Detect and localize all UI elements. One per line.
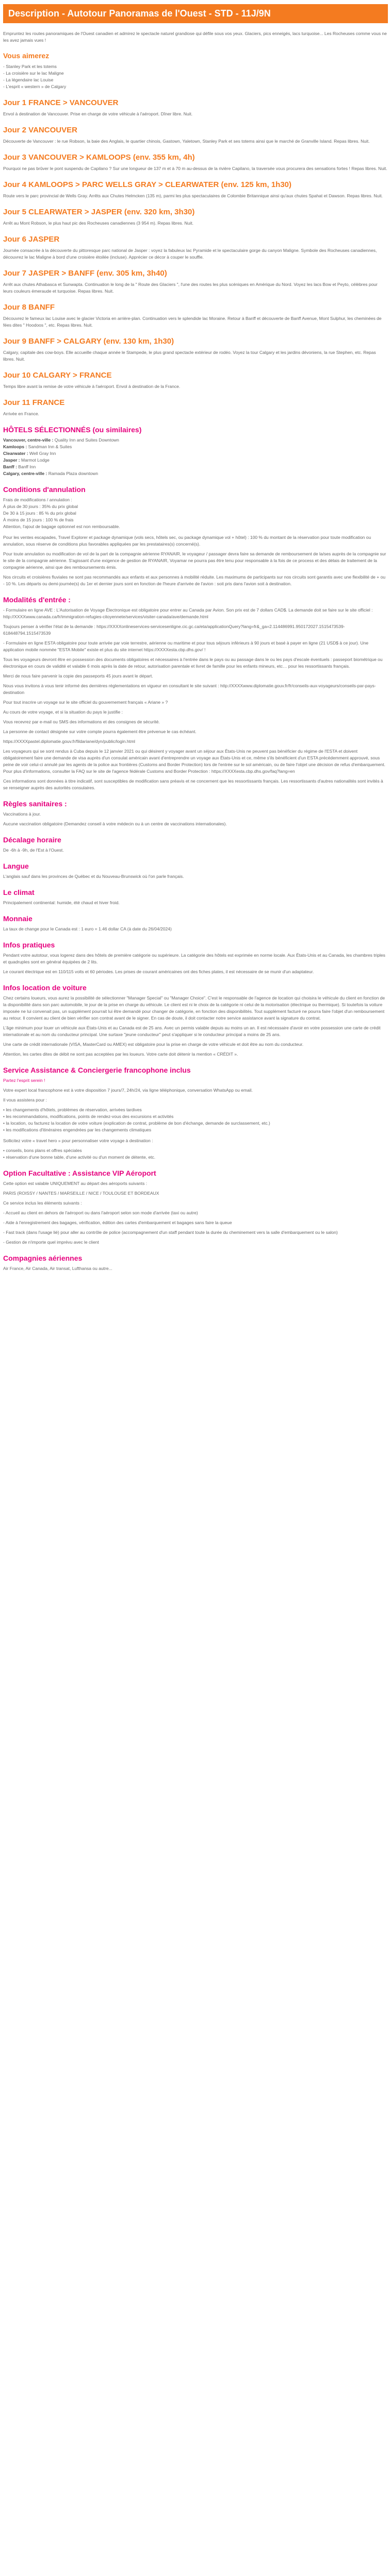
conditions-paragraph: Nos circuits et croisières fluviales ne sont pas recommandés aux enfants et aux personnes à mobilité réduite. Les maximums de participants sur nos circuits sont garantis avec une flexibilité de + ou - 10 %. Les départs ou demi-journée(s) du 1er et dernier jours sont en fonction de l'heure d'arrivée de l'avion : soit pris dans l'avion soit à destination.: [3, 574, 386, 586]
sanitaires-line: Aucune vaccination obligatoire (Demandez conseil à votre médecin ou à un centre de vaccinations internationales).: [3, 821, 227, 826]
entree-paragraph: La personne de contact désignée sur votre compte pourra également être prévenue le cas échéant.: [3, 729, 197, 734]
entree-paragraph: Ces informations sont données à titre indicatif, sont susceptibles de modification sans préavis et ne concernent que les ressortissants français. Les ressortissants d'autres nationalités sont invités à se renseigner auprès des autorités consulaires.: [3, 778, 383, 790]
conciergerie-subheading: Partez l'esprit serein !: [3, 1078, 45, 1083]
hotel-city: Banff :: [3, 464, 17, 469]
location-heading: Infos location de voiture: [3, 984, 87, 992]
decalage-heading: Décalage horaire: [3, 836, 61, 844]
day-5: [3, 208, 388, 227]
day-heading: Jour 6 JASPER: [3, 235, 60, 244]
location-paragraph: Attention, les cartes dites de débit ne sont pas acceptées par les loueurs. Votre carte doit détenir la mention « CRÉDIT ».: [3, 1052, 238, 1057]
entree-paragraph: Nous vous invitons à vous tenir informé des dernières réglementations en vigueur en consultant le site suivant : http://XXXXwww.diplomatie.gouv.fr/fr/conseils-aux-voyageurs/conseils-par-pays-destination: [3, 683, 376, 695]
day-text: Arrêt au Mont Robson, le plus haut pic des Rocheuses canadiennes (3 954 m). Repas libres. Nuit.: [3, 221, 194, 226]
conciergerie-bullets-2: [3, 1147, 388, 1161]
day-heading: Jour 2 VANCOUVER: [3, 126, 77, 134]
day-heading: Jour 3 VANCOUVER > KAMLOOPS (env. 355 km, 4h): [3, 153, 195, 162]
compagnies-heading: Compagnies aériennes: [3, 1254, 83, 1262]
entree-paragraph: Merci de nous faire parvenir la copie des passeports 45 jours avant le départ.: [3, 673, 153, 679]
list-item: - Stanley Park et les totems: [3, 64, 57, 69]
day-2: [3, 126, 388, 145]
list-item: - La croisière sur le lac Maligne: [3, 71, 64, 76]
day-text: Pourquoi ne pas brûver le pont suspendu de Capilano ? Sur une longueur de 137 m et à 70 m au-dessus de la rivière Capilano, la traversée vous procurera des sensations fortes ! Repas libres. Nuit.: [3, 166, 387, 171]
conditions-list: [3, 497, 388, 530]
day-11: [3, 398, 388, 417]
location-paragraph: Chez certains loueurs, vous aurez la possibilité de sélectionner "Manager Special" ou "Manager Choice". C'est le responsable de l'agence de location qui choisira le véhicule du client en fonction de la disponibilité dans son parc automobile, le jour de la prise en charge du véhicule. Le client est ni le choix de la catégorie ni celui de la motorisation (électrique ou thermique). Si toutefois la voiture imposée ne lui convenait pas, un supplément pourrait lui être demandé pour changer de catégorie, en fonction des disponibilités. Tout supplément facturé ne pourra faire l'objet d'un remboursement au retour. Il convient au client de bien vérifier son contrat avant de le signer. En cas de doute, il doit contacter notre service assistance avant la signature du contrat.: [3, 995, 385, 1021]
decalage-text: De -6h à -9h, de l'Est à l'Ouest.: [3, 848, 64, 853]
day-heading: Jour 5 CLEARWATER > JASPER (env. 320 km, 3h30): [3, 208, 195, 216]
compagnies-text: Air France, Air Canada, Air transat, Lufthansa ou autre...: [3, 1266, 112, 1271]
list-item: Frais de modifications / annulation :: [3, 497, 72, 502]
day-text: Envol à destination de Vancouver. Prise en charge de votre véhicule à l'aéroport. Dîner libre. Nuit.: [3, 111, 193, 116]
day-text: Journée consacrée à la découverte du pittoresque parc national de Jasper : voyez la fabuleux lac Pyramide et le spectaculaire gorge du canyon Maligne. Symbole des Rocheuses canadiennes, découvrez le lac Maligne à bord d'une croisière étoilée (incluse). Apprécier ce décor à couper le souffle.: [3, 248, 377, 260]
hotel-name: Banff Inn: [18, 464, 36, 469]
climat-text: Principalement continental: humide, été chaud et hiver froid.: [3, 900, 120, 905]
conciergerie-heading: Service Assistance & Conciergerie francophone inclus: [3, 1066, 191, 1074]
entree-heading: Modalités d'entrée :: [3, 596, 71, 604]
vip-paragraph: Ce service inclus les éléments suivants :: [3, 1200, 82, 1206]
infos-pratiques-paragraph: Le courant électrique est en 110/115 volts et 60 périodes. Les prises de courant américaines ont des fiches plates, il est nécessaire de se munir d'un adaptateur.: [3, 969, 314, 974]
day-text: Arrivée en France.: [3, 411, 39, 416]
day-text: Route vers le parc provincial de Wells Gray. Arrêts aux Chutes Helmcken (135 m), parmi les plus spectaculaires de Colombie Britannique ainsi qu'aux chutes Spahat et Dawson. Repas libres. Nuit.: [3, 193, 383, 198]
entree-paragraph: Tous les voyageurs devront être en possession des documents obligatoires et nécessaires à l'entrée dans le pays ou au passage dans le ou les pays d'escale éventuels : passeport biométrique ou électronique en cours de validité et valable 6 mois après la date de retour, autorisation parentale et livret de famille pour les enfants mineurs, etc… pour les ressortissants français.: [3, 657, 383, 669]
day-9: [3, 337, 388, 363]
hotel-name: Marmot Lodge: [21, 457, 50, 463]
day-4: [3, 180, 388, 199]
list-item: [3, 444, 388, 450]
day-text: Arrêt aux chutes Athabasca et Sunwapta. Continuation le long de la " Route des Glaciers ", l'une des routes les plus scéniques en Amérique du Nord. Voyez les lacs Bow et Peyto, célèbres pour leurs couleurs émeraude et turquoise. Repas libres. Nuit.: [3, 282, 378, 294]
vous-aimerez-heading: Vous aimerez: [3, 52, 50, 60]
location-paragraph: Une carte de crédit internationale (VISA, MasterCard ou AMEX) est obligatoire pour la prise en charge de votre véhicule et doit être au nom du conducteur.: [3, 1042, 304, 1047]
hotels-heading: HÔTELS SÉLECTIONNÉS (ou similaires): [3, 426, 142, 434]
list-item: • les modifications d'itinéraires engendrées par les changements climatiques: [3, 1127, 388, 1133]
conciergerie-paragraph: Il vous assistera pour :: [3, 1097, 47, 1103]
hotel-name: Quality Inn and Suites Downtown: [54, 437, 119, 443]
entree-paragraph: https://XXXXpastel.diplomatie.gouv.fr/fildariane/dyn/public/login.html: [3, 739, 135, 744]
sanitaires-heading: Règles sanitaires :: [3, 800, 67, 808]
vip-paragraph: - Aide à l'enregistrement des bagages, vérification, édition des cartes d'embarquement et bagages sans faire la queue: [3, 1220, 232, 1225]
vip-paragraph: - Accueil au client en dehors de l'aéroport ou dans l'aéroport selon son mode d'arrivée (taxi ou autre): [3, 1210, 198, 1215]
langue-text: L'anglais sauf dans les provinces de Québec et du Nouveau-Brunswick où l'on parle français.: [3, 874, 184, 879]
entree-paragraph: Pour tout inscrire un voyage sur le site officiel du gouvernement français « Ariane » ?: [3, 700, 168, 705]
day-1: [3, 98, 388, 117]
day-heading: Jour 10 CALGARY > FRANCE: [3, 371, 112, 380]
day-text: Calgary, capitale des cow-boys. Elle accueille chaque année le Stampede, le plus grand spectacle extérieur de rodéo. Voyez la tour Calgary et les jardins dévoniens, la rue Stephen, etc. Repas libres. Nuit.: [3, 350, 376, 362]
list-item: - L'esprit « western » de Calgary: [3, 84, 67, 89]
hotel-city: Calgary, centre-ville :: [3, 471, 47, 476]
list-item: • les changements d'hôtels, problèmes de réservation, arrivées tardives: [3, 1107, 388, 1113]
conciergerie-after: Sollicitez votre « travel hero » pour personnaliser votre voyage à destination :: [3, 1138, 153, 1143]
vip-heading: Option Facultative : Assistance VIP Aéroport: [3, 1169, 156, 1177]
list-item: À moins de 15 jours : 100 % de frais: [3, 517, 74, 522]
day-heading: Jour 8 BANFF: [3, 303, 55, 312]
conciergerie-paragraph: Votre expert local francophone est à votre disposition 7 jours/7, 24h/24, via ligne téléphonique, conversation WhatsApp ou email.: [3, 1088, 253, 1093]
hotel-city: Vancouver, centre-ville :: [3, 437, 54, 443]
day-text: Temps libre avant la remise de votre véhicule à l'aéroport. Envol à destination de la France.: [3, 384, 181, 389]
hotel-name: Well Gray Inn: [29, 451, 56, 456]
list-item: À plus de 30 jours : 35% du prix global: [3, 504, 78, 509]
page-title: Description - Autotour Panoramas de l'Ouest - STD - 11J/9N: [3, 4, 388, 23]
page: [0, 0, 391, 1285]
vip-paragraph: PARIS (ROISSY / NANTES / MARSEILLE / NICE / TOULOUSE ET BORDEAUX: [3, 1191, 159, 1196]
list-item: - La légendaire lac Louise: [3, 77, 54, 82]
conditions-paragraph: Pour les ventes escapades, Travel Explorer et package dynamique (vols secs, hôtels sec, ou package dynamique vol + hôtel) : 100 % du montant de la réservation pour toute modification ou annulation, sous réserve de conditions plus favorables appliquées par les prestataires(s) concerné(s).: [3, 535, 371, 547]
day-heading: Jour 9 BANFF > CALGARY (env. 130 km, 1h30): [3, 337, 174, 346]
conditions-paragraph: Pour toute annulation ou modification de vol de la part de la compagnie aérienne RYANAIR, le voyageur / passager devra faire sa demande de remboursement de la/ses auprès de la compagnie sur le site de la compagnie aérienne. S'agissant d'une exigence de gestion de RYANAIR, Voyamar ne pourra pas être tenu pour responsable à la fois de ce process et des délais de traitement de la compagnie aérienne, ainsi que des remboursements émis.: [3, 551, 386, 570]
list-item: Attention, l'ajout de bagage optionnel est non remboursable.: [3, 524, 120, 529]
climat-heading: Le climat: [3, 888, 35, 896]
list-item: [3, 470, 388, 477]
list-item: [3, 457, 388, 464]
location-paragraph: L'âge minimum pour louer un véhicule aux États-Unis et au Canada est de 25 ans. Avec un permis valable depuis au moins un an. Il est nécessaire d'avoir en votre possession une carte de crédit internationale et au nom du conducteur principal. Une surtaxe "jeune conducteur" peut s'appliquer si le conducteur principal a moins de 25 ans.: [3, 1025, 381, 1037]
day-8: [3, 303, 388, 329]
day-7: [3, 269, 388, 295]
conditions-heading: Conditions d'annulation: [3, 485, 86, 494]
entree-paragraph: Vous recevrez par e-mail ou SMS des informations et des consignes de sécurité.: [3, 719, 160, 724]
list-item: • conseils, bons plans et offres spéciales: [3, 1147, 388, 1154]
vip-paragraph: Cette option est valable UNIQUEMENT au départ des aéroports suivants :: [3, 1181, 148, 1186]
infos-pratiques-paragraph: Pendant votre autotour, vous logerez dans des hôtels de première catégorie ou supérieure. La catégorie des hôtels est exprimée en norme locale. Aux États-Unis et au Canada, les chambres triples et quadruples sont en général équipées de 2 lits.: [3, 953, 385, 964]
entree-paragraph: Les voyageurs qui se sont rendus à Cuba depuis le 12 janvier 2021 ou qui désirent y voyager avant un séjour aux États-Unis ne peuvent pas bénéficier du régime de l'ESTA et doivent obligatoirement faire une demande de visa auprès d'un consulat américain avant d'entreprendre un voyage aux États-Unis et ce, même s'ils bénéficient d'un ESTA précédemment approuvé, sous peine de voir celui-ci annulé par les agents de la police aux frontières (Customs and Border Protection) lors de l'entrée sur le sol américain, ou de faire l'objet une décision de refus d'embarquement. Pour plus d'informations, consulter la FAQ sur le site de l'agence fédérale Customs and Border Protection : https://XXXXesta.cbp.dhs.gov/faq?lang=en: [3, 749, 385, 774]
hotel-name: Sandman Inn & Suites: [28, 444, 72, 449]
day-10: [3, 371, 388, 390]
day-heading: Jour 4 KAMLOOPS > PARC WELLS GRAY > CLEARWATER (env. 125 km, 1h30): [3, 180, 292, 189]
list-item: • les recommandations, modifications, points de rendez-vous des excursions et activités: [3, 1113, 388, 1120]
conciergerie-bullets: [3, 1107, 388, 1133]
day-6: [3, 235, 388, 261]
monnaie-text: La taux de change pour le Canada est : 1 euro = 1.46 dollar CA (à date du 26/04/2024): [3, 926, 172, 931]
vip-paragraph: - Fast track (dans l'usage lié) pour aller au contrôle de police (accompagnement d'un staff pendant toute la durée du cheminement vers la salle d'embarquement ou le salon): [3, 1230, 338, 1235]
list-item: [3, 464, 388, 470]
vip-paragraph: - Gestion de n'importe quel imprévu avec le client: [3, 1240, 99, 1245]
sanitaires-line: Vaccinations à jour.: [3, 811, 41, 817]
day-heading: Jour 11 FRANCE: [3, 398, 65, 407]
day-heading: Jour 1 FRANCE > VANCOUVER: [3, 98, 119, 107]
langue-heading: Langue: [3, 862, 29, 870]
list-item: De 30 à 15 jours : 85 % du prix global: [3, 511, 76, 516]
intro-text: Empruntez les routes panoramiques de l'Ouest canadien et admirez le spectacle naturel grandiose qui défile sous vos yeux. Glaciers, pics enneigés, lacs turquoise... Les Rocheuses comme vous ne les avez jamais vues !: [3, 31, 387, 43]
entree-paragraph: - Formulaire en ligne AVE : L'Autorisation de Voyage Électronique est obligatoire pour entrer au Canada par Avion. Son prix est de 7 dollars CAD$. La demande doit se faire sur le site officiel : http://XXXXwww.canada.ca/fr/immigration-refugies-citoyennete/services/visiter-canada/ave/demande.html: [3, 607, 373, 619]
list-item: • réservation d'une bonne table, d'une activité ou d'un moment de détente, etc.: [3, 1154, 388, 1161]
hotel-city: Kamloops :: [3, 444, 27, 449]
hotel-city: Clearwater :: [3, 451, 28, 456]
entree-paragraph: Au cours de votre voyage, et si la situation du pays le justifie :: [3, 709, 123, 715]
list-item: • la location, ou facturez la location de votre voiture (explication de contrat, problème de bon d'échange, demande de surclassement, etc.): [3, 1120, 388, 1127]
day-text: Découvrez le fameux lac Louise avec le glacier Victoria en arrière-plan. Continuation vers le splendide lac Moraine. Retour à Banff et découverte de Banff Avenue, Mont Sulphur, les cheminées de fées dites " Hoodoos ", etc. Repas libres. Nuit.: [3, 316, 382, 328]
vous-aimerez-list: [3, 63, 388, 90]
list-item: [3, 450, 388, 457]
day-text: Découverte de Vancouver : le rue Robson, la baie des Anglais, le quartier chinois, Gastown, Yaletown, Stanley Park et ses totems ainsi que le marché de Granville Island. Repas libres. Nuit.: [3, 139, 370, 144]
day-3: [3, 153, 388, 172]
entree-paragraph: - Formulaire en ligne ESTA obligatoire pour toute arrivée par voie terrestre, aérienne ou maritime et pour tous séjours inférieurs à 90 jours et basé à payer en ligne (21 USD$ à ce jour). Une application mobile nommée "ESTA Mobile" existe et plus du site internet https://XXXXesta.cbp.dhs.gov/ !: [3, 640, 369, 652]
day-heading: Jour 7 JASPER > BANFF (env. 305 km, 3h40): [3, 269, 167, 278]
hotel-name: Ramada Plaza downtown: [48, 471, 99, 476]
infos-pratiques-heading: Infos pratiques: [3, 941, 55, 949]
hotel-city: Jasper :: [3, 457, 20, 463]
hotels-list: [3, 437, 388, 477]
monnaie-heading: Monnaie: [3, 914, 32, 923]
list-item: [3, 437, 388, 444]
entree-paragraph: Toujours penser à vérifier l'état de la demande : https://XXXXonlineservices-servicesenligne.cic.gc.ca/eta/applicationQuery?lang=fr&_ga=2.114486991.950172027.1515473539-618448794.1515473539: [3, 624, 345, 636]
